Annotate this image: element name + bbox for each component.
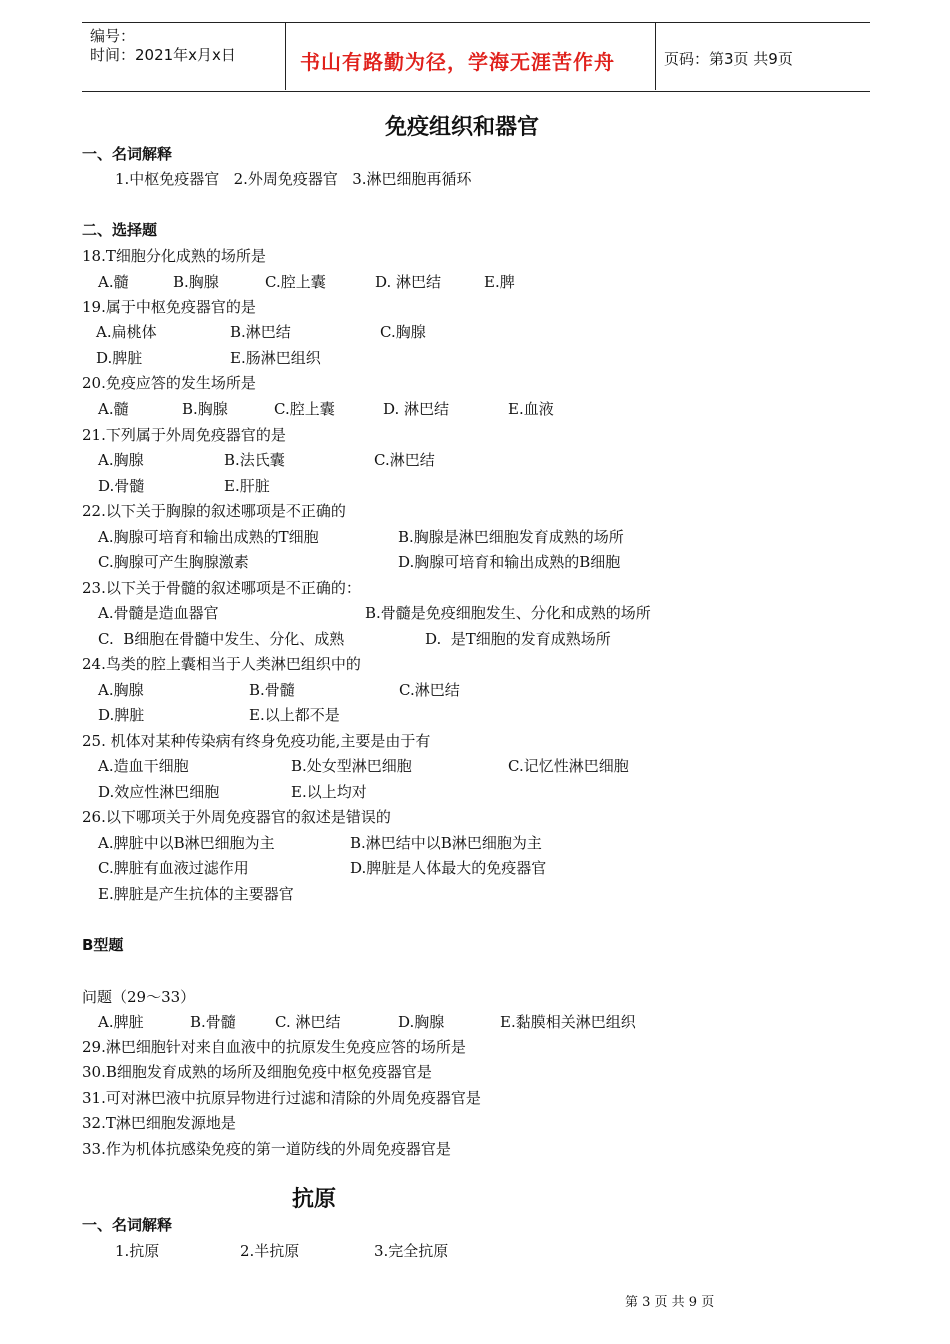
btype-question: 30.B细胞发育成熟的场所及细胞免疫中枢免疫器官是	[82, 1063, 432, 1081]
question-option: D.胸腺可培育和输出成熟的B细胞	[398, 553, 621, 571]
section2-term: 3.完全抗原	[374, 1242, 449, 1260]
section1-choice-heading: 二、选择题	[82, 221, 158, 239]
question-option: E.以上都不是	[249, 706, 340, 724]
header-divider-left	[285, 22, 286, 90]
question-option: C.记忆性淋巴细胞	[508, 757, 629, 775]
question-option: D.骨髓	[98, 477, 145, 495]
question-option: B.胸腺	[182, 400, 228, 418]
btype-question: 33.作为机体抗感染免疫的第一道防线的外周免疫器官是	[82, 1140, 451, 1158]
question-option: C.腔上囊	[274, 400, 335, 418]
question-option: A.扁桃体	[96, 323, 157, 341]
question-options-row	[0, 449, 950, 471]
question-stem: 18.T细胞分化成熟的场所是	[82, 247, 266, 265]
question-option: D.效应性淋巴细胞	[98, 783, 220, 801]
btype-question: 31.可对淋巴液中抗原异物进行过滤和清除的外周免疫器官是	[82, 1089, 481, 1107]
question-option: C.淋巴结	[374, 451, 435, 469]
section2-term: 1.抗原	[115, 1242, 160, 1260]
question-option: D. 淋巴结	[375, 273, 442, 291]
header-motto: 书山有路勤为径，学海无涯苦作舟	[300, 50, 615, 74]
btype-option: E.黏膜相关淋巴组织	[500, 1013, 636, 1031]
btype-option: C. 淋巴结	[275, 1013, 341, 1031]
section1-term-heading: 一、名词解释	[82, 145, 173, 163]
header-number-label: 编号：	[90, 27, 136, 45]
section2-term: 2.半抗原	[240, 1242, 300, 1260]
question-option: E.肝脏	[224, 477, 270, 495]
question-options-row	[0, 271, 950, 293]
question-option: D.脾脏	[98, 706, 145, 724]
question-option: B.处女型淋巴细胞	[291, 757, 412, 775]
header-time-label: 时间：2021年x月x日	[90, 46, 236, 64]
question-option: E.血液	[508, 400, 554, 418]
question-option: C.胸腺可产生胸腺激素	[98, 553, 249, 571]
question-stem: 23.以下关于骨髓的叙述哪项是不正确的：	[82, 579, 361, 597]
header-divider-right	[655, 22, 656, 90]
btype-question: 29.淋巴细胞针对来自血液中的抗原发生免疫应答的场所是	[82, 1038, 466, 1056]
question-options-row	[0, 857, 950, 879]
question-option: E.肠淋巴组织	[230, 349, 321, 367]
btype-heading: B型题	[82, 936, 124, 954]
question-option: B.骨髓是免疫细胞发生、分化和成熟的场所	[365, 604, 651, 622]
section2-terms-row	[0, 1240, 950, 1262]
question-option: A.脾脏中以B淋巴细胞为主	[98, 834, 275, 852]
question-options-row	[0, 628, 950, 650]
question-options-row	[0, 679, 950, 701]
question-option: A.胸腺	[98, 681, 144, 699]
header-page-info: 页码：第3页 共9页	[664, 50, 793, 68]
question-option: D.脾脏是人体最大的免疫器官	[350, 859, 547, 877]
question-stem: 21.下列属于外周免疫器官的是	[82, 426, 286, 444]
question-option: C. B细胞在骨髓中发生、分化、成熟	[98, 630, 345, 648]
section2-term-heading: 一、名词解释	[82, 1216, 173, 1234]
question-options-row	[0, 602, 950, 624]
question-option: A.骨髓是造血器官	[98, 604, 219, 622]
question-option: D.脾脏	[96, 349, 143, 367]
btype-options-row	[0, 1011, 950, 1033]
question-options-row	[0, 551, 950, 573]
question-option: D. 淋巴结	[383, 400, 450, 418]
question-option: B.胸腺	[173, 273, 219, 291]
question-option: A.胸腺	[98, 451, 144, 469]
btype-question: 32.T淋巴细胞发源地是	[82, 1114, 236, 1132]
question-stem: 19.属于中枢免疫器官的是	[82, 298, 256, 316]
question-options-row	[0, 321, 950, 343]
question-options-row	[0, 526, 950, 548]
btype-option: A.脾脏	[98, 1013, 144, 1031]
question-option: A.髓	[98, 273, 129, 291]
question-option: B.骨髓	[249, 681, 295, 699]
question-options-row	[0, 755, 950, 777]
question-option: B.淋巴结中以B淋巴细胞为主	[350, 834, 542, 852]
question-option: A.造血干细胞	[98, 757, 189, 775]
question-options-row	[0, 347, 950, 369]
question-option: C.淋巴结	[399, 681, 460, 699]
question-stem: 24.鸟类的腔上囊相当于人类淋巴组织中的	[82, 655, 361, 673]
section2-title: 抗原	[292, 1187, 337, 1212]
question-options-row	[0, 781, 950, 803]
footer-page-number: 第 3 页 共 9 页	[625, 1295, 715, 1310]
question-options-row	[0, 475, 950, 497]
question-option: E.脾	[484, 273, 515, 291]
question-stem: 26.以下哪项关于外周免疫器官的叙述是错误的	[82, 808, 391, 826]
question-option: B.法氏囊	[224, 451, 285, 469]
question-option: A.髓	[98, 400, 129, 418]
question-option: E.以上均对	[291, 783, 367, 801]
question-option: E.脾脏是产生抗体的主要器官	[98, 885, 294, 903]
question-options-row	[0, 704, 950, 726]
question-option: C.胸腺	[380, 323, 426, 341]
question-option: C.脾脏有血液过滤作用	[98, 859, 249, 877]
question-option: C.腔上囊	[265, 273, 326, 291]
btype-option: B.骨髓	[190, 1013, 236, 1031]
question-options-row	[0, 832, 950, 854]
question-options-row	[0, 398, 950, 420]
question-stem: 20.免疫应答的发生场所是	[82, 374, 256, 392]
question-stem: 25. 机体对某种传染病有终身免疫功能,主要是由于有	[82, 732, 431, 750]
question-option: A.胸腺可培育和输出成熟的T细胞	[98, 528, 319, 546]
question-option: D. 是T细胞的发育成熟场所	[425, 630, 611, 648]
btype-intro: 问题（29～33）	[82, 988, 196, 1006]
question-options-row	[0, 883, 950, 905]
question-option: B.胸腺是淋巴细胞发育成熟的场所	[398, 528, 624, 546]
btype-option: D.胸腺	[398, 1013, 445, 1031]
section1-title: 免疫组织和器官	[385, 115, 540, 140]
question-stem: 22.以下关于胸腺的叙述哪项是不正确的	[82, 502, 346, 520]
section1-terms: 1.中枢免疫器官 2.外周免疫器官 3.淋巴细胞再循环	[115, 170, 472, 188]
question-option: B.淋巴结	[230, 323, 291, 341]
